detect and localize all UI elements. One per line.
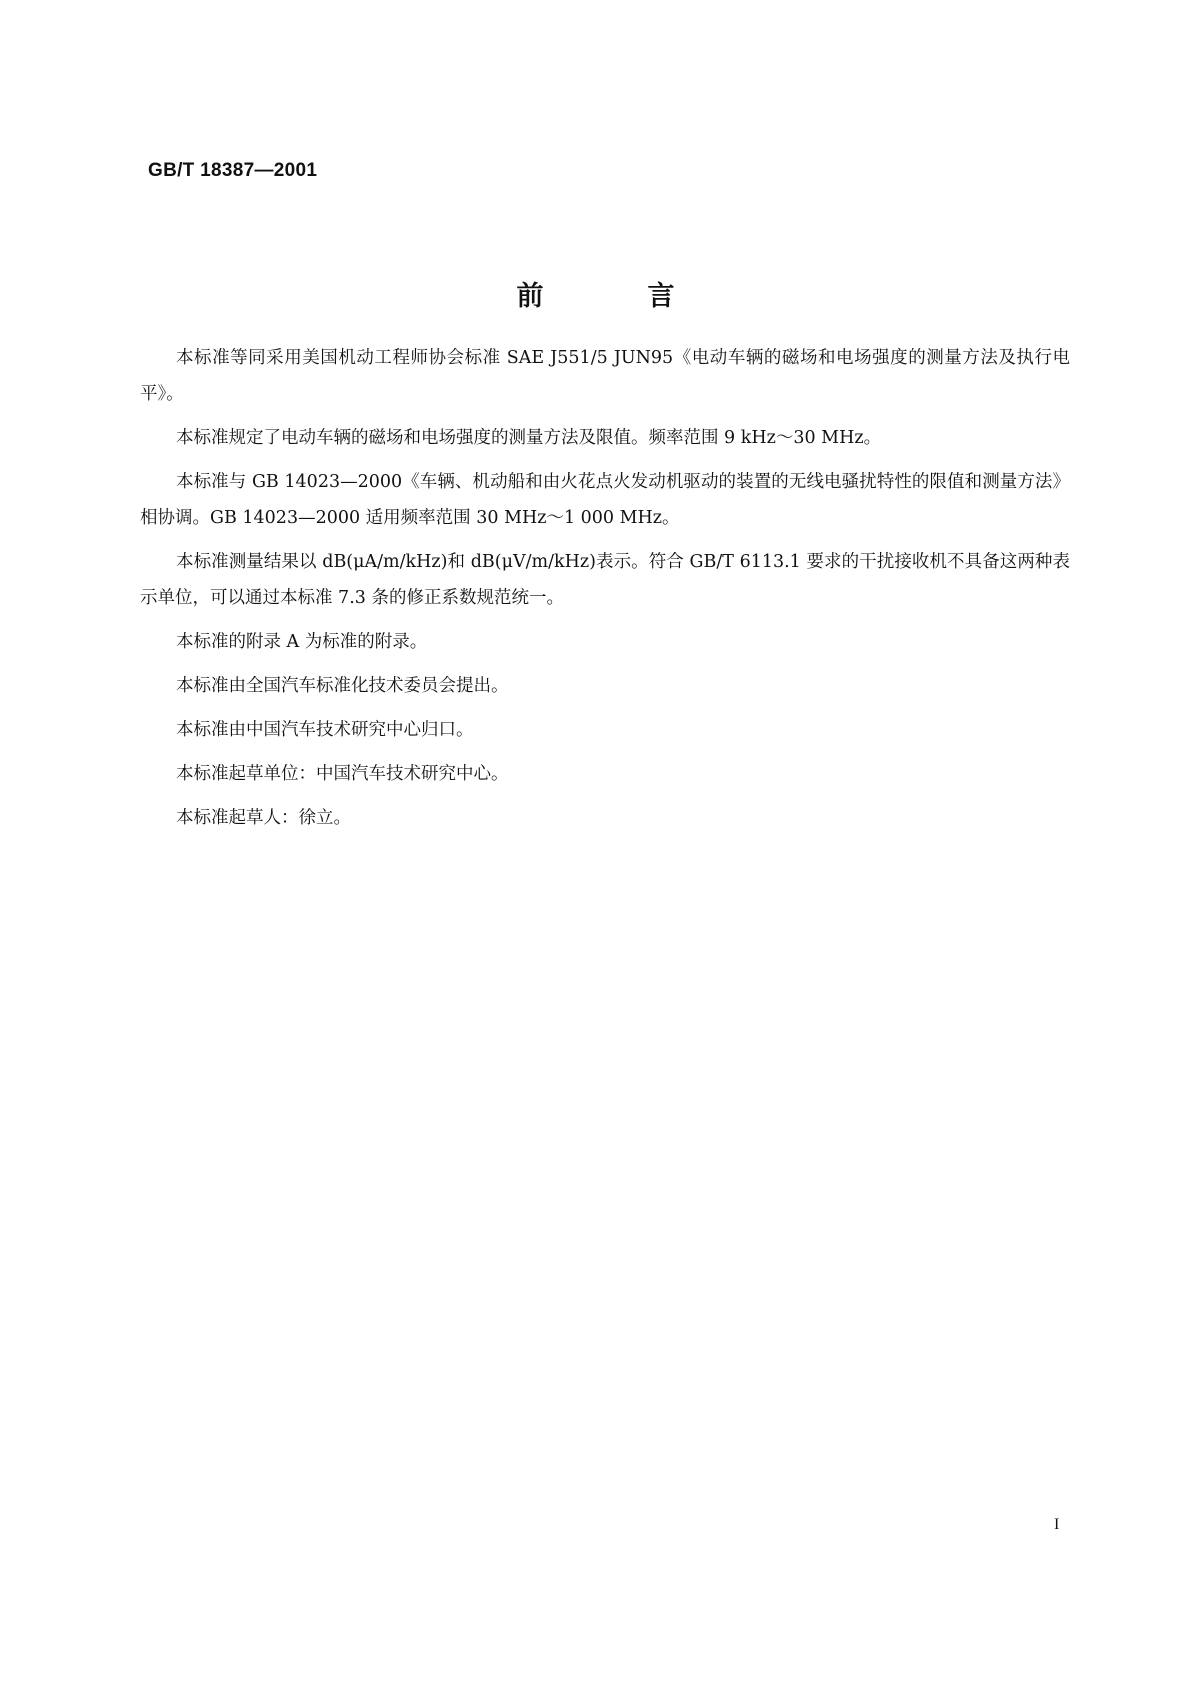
paragraph-administrator: 本标准由中国汽车技术研究中心归口。 xyxy=(176,720,474,740)
paragraph-proposer: 本标准由全国汽车标准化技术委员会提出。 xyxy=(176,676,509,696)
foreword-body xyxy=(140,340,1070,844)
paragraph-adoption: 本标准等同采用美国机动工程师协会标准 SAE J551/5 JUN95《电动车辆的磁场和电场强度的测量方法及执行电平》。 xyxy=(140,348,1070,404)
page-title xyxy=(0,274,1191,313)
title-char-1: 前 xyxy=(516,281,544,312)
page-number: I xyxy=(1054,1516,1060,1533)
paragraph-units: 本标准测量结果以 dB(μA/m/kHz)和 dB(μV/m/kHz)表示。符合 GB/T 6113.1 要求的干扰接收机不具备这两种表示单位，可以通过本标准 7.3 条的修正系数规范统一。 xyxy=(140,552,1070,608)
standard-code: GB/T 18387—2001 xyxy=(148,160,318,181)
paragraph-coordination: 本标准与 GB 14023—2000《车辆、机动船和由火花点火发动机驱动的装置的无线电骚扰特性的限值和测量方法》相协调。GB 14023—2000 适用频率范围 30 MHz～1 000 MHz。 xyxy=(140,472,1070,528)
paragraph-scope: 本标准规定了电动车辆的磁场和电场强度的测量方法及限值。频率范围 9 kHz～30 MHz。 xyxy=(176,428,882,448)
paragraph-drafting-unit: 本标准起草单位：中国汽车技术研究中心。 xyxy=(176,764,509,784)
title-char-2: 言 xyxy=(647,281,675,312)
paragraph-annex: 本标准的附录 A 为标准的附录。 xyxy=(176,632,428,652)
paragraph-drafter: 本标准起草人：徐立。 xyxy=(176,808,351,828)
